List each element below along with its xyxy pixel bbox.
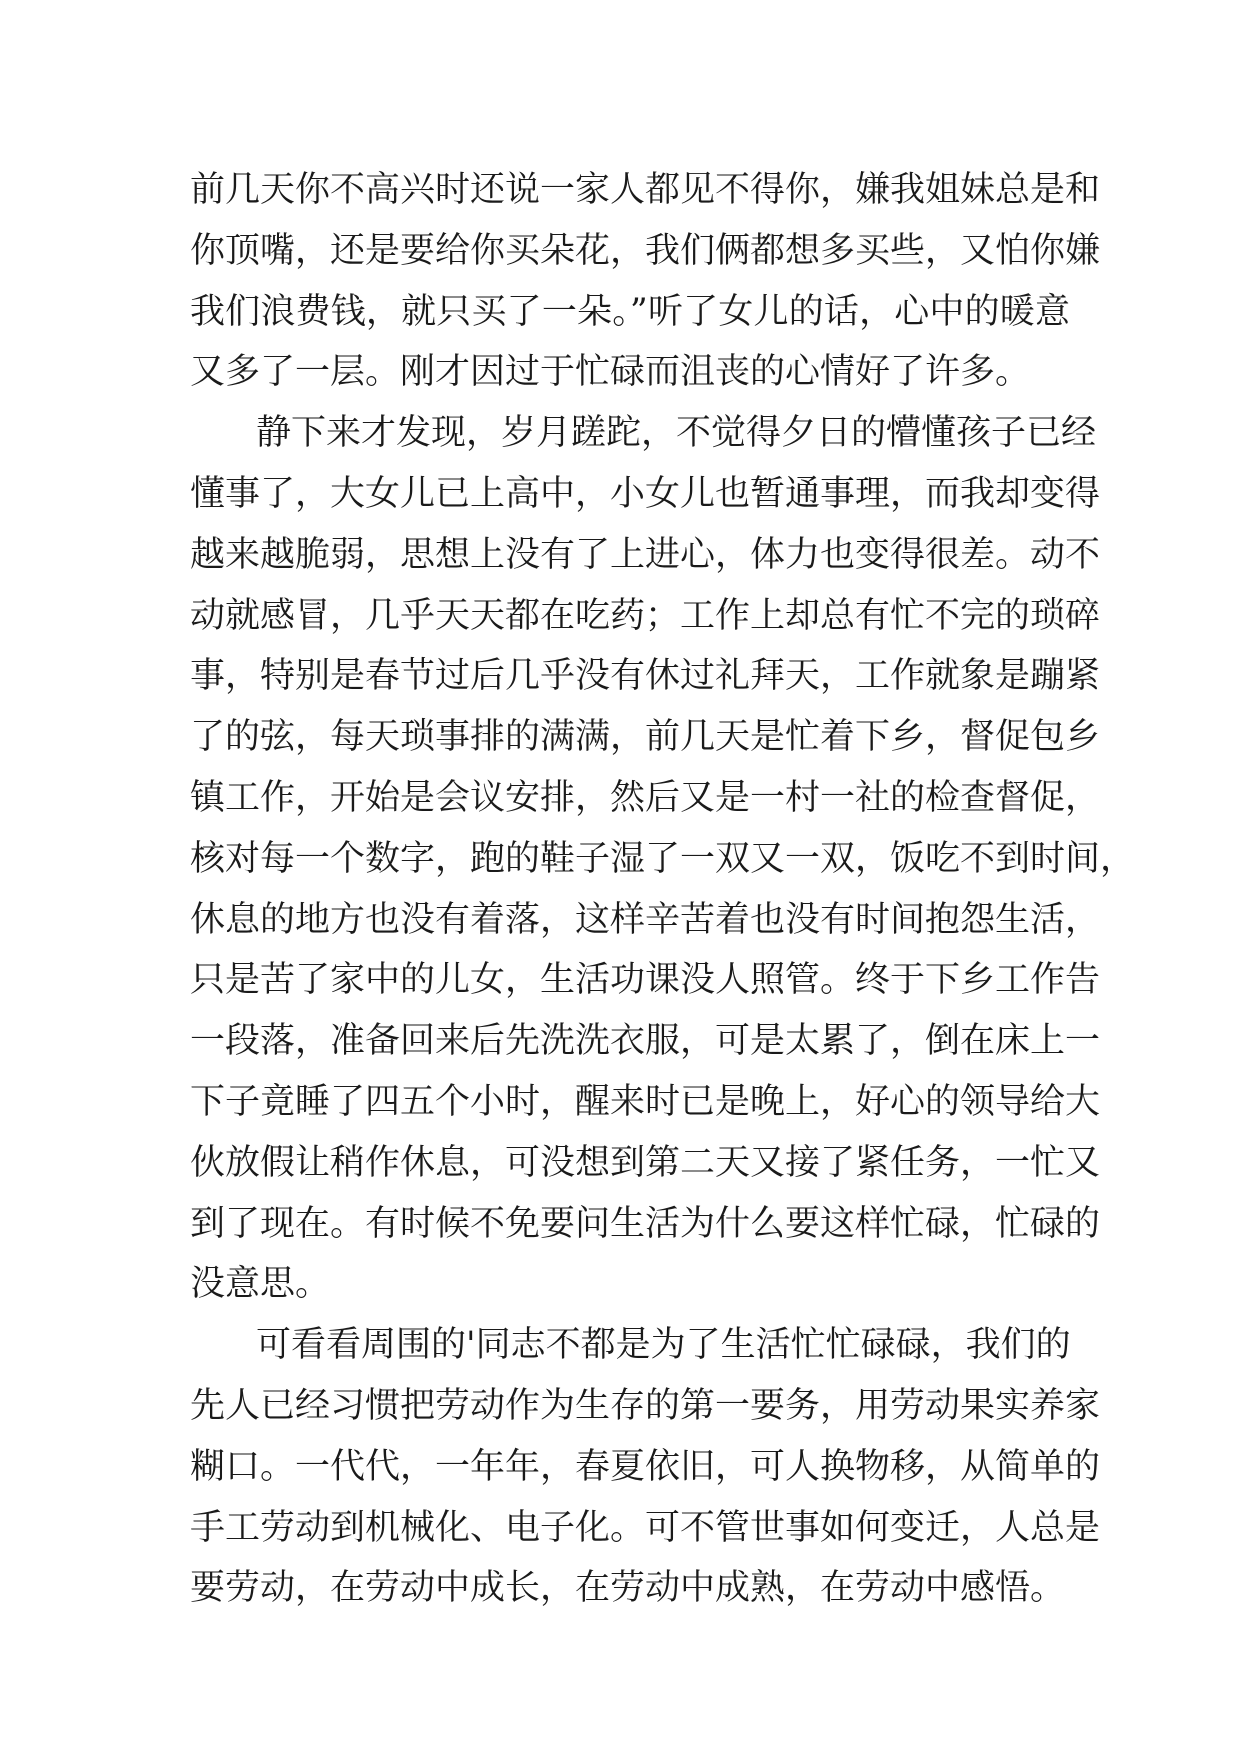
text-line: 一段落，准备回来后先洗洗衣服，可是太累了，倒在床上一 bbox=[190, 1021, 1101, 1062]
paragraph-first-line: 可看看周围的'同志不都是为了生活忙忙碌碌，我们的 bbox=[256, 1325, 1071, 1366]
text-line: 了的弦，每天琐事排的满满，前几天是忙着下乡，督促包乡 bbox=[190, 717, 1101, 758]
text-line: 伙放假让稍作休息，可没想到第二天又接了紧任务，一忙又 bbox=[190, 1142, 1101, 1183]
body-text bbox=[190, 160, 1136, 1619]
text-line: 先人已经习惯把劳动作为生存的第一要务，用劳动果实养家 bbox=[190, 1385, 1101, 1426]
text-line: 又多了一层。刚才因过于忙碌而沮丧的心情好了许多。 bbox=[190, 352, 1031, 393]
text-line: 越来越脆弱，思想上没有了上进心，体力也变得很差。动不 bbox=[190, 534, 1101, 575]
text-line: 事，特别是春节过后几乎没有休过礼拜天，工作就象是蹦紧 bbox=[190, 656, 1101, 697]
text-line: 要劳动，在劳动中成长，在劳动中成熟，在劳动中感悟。 bbox=[190, 1568, 1066, 1609]
text-line: 我们浪费钱，就只买了一朵。”听了女儿的话，心中的暖意 bbox=[190, 291, 1070, 332]
text-line: 糊口。一代代，一年年，春夏依旧，可人换物移，从简单的 bbox=[190, 1446, 1101, 1487]
text-line: 前几天你不高兴时还说一家人都见不得你，嫌我姐妹总是和 bbox=[190, 170, 1101, 210]
paragraph-first-line: 静下来才发现，岁月蹉跎，不觉得夕日的懵懂孩子已经 bbox=[256, 413, 1097, 454]
text-line: 动就感冒，几乎天天都在吃药；工作上却总有忙不完的琐碎 bbox=[190, 595, 1101, 636]
text-line: 你顶嘴，还是要给你买朵花，我们俩都想多买些，又怕你嫌 bbox=[190, 230, 1101, 271]
text-line: 没意思。 bbox=[190, 1264, 331, 1305]
text-line: 休息的地方也没有着落，这样辛苦着也没有时间抱怨生活， bbox=[190, 899, 1101, 940]
text-line: 到了现在。有时候不免要问生活为什么要这样忙碌，忙碌的 bbox=[190, 1203, 1101, 1244]
text-line: 下子竟睡了四五个小时，醒来时已是晚上，好心的领导给大 bbox=[190, 1081, 1101, 1122]
text-line: 核对每一个数字，跑的鞋子湿了一双又一双，饭吃不到时间， bbox=[190, 838, 1136, 879]
text-line: 镇工作，开始是会议安排，然后又是一村一社的检查督促， bbox=[190, 777, 1101, 818]
text-line: 手工劳动到机械化、电子化。可不管世事如何变迁，人总是 bbox=[190, 1507, 1101, 1548]
text-line: 只是苦了家中的儿女，生活功课没人照管。终于下乡工作告 bbox=[190, 960, 1101, 1001]
text-line: 懂事了，大女儿已上高中，小女儿也暂通事理，而我却变得 bbox=[190, 473, 1101, 514]
